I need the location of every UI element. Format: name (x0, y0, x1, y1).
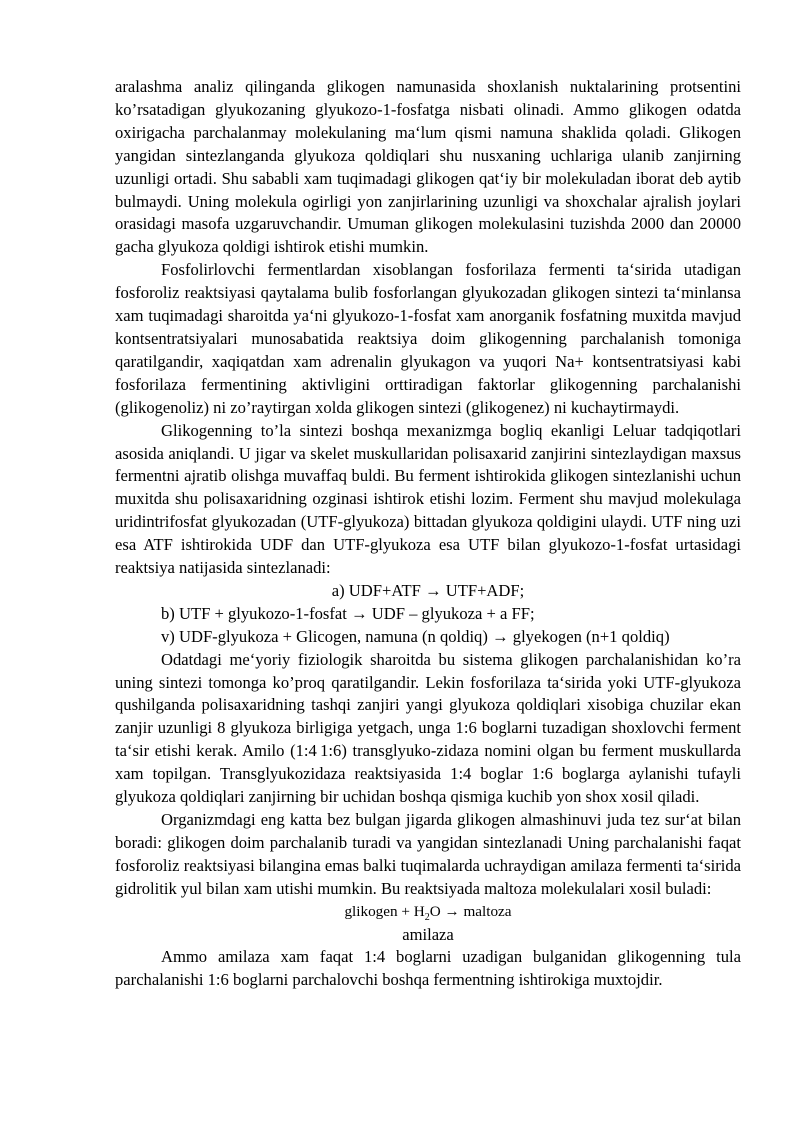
paragraph-liver-glycogen: Organizmdagi eng katta bez bulgan jigarda glikogen almashinuvi juda tez sur‘at bilan boradi: glikogen doim parchalanib turadi va yangidan sintezlanadi Uning parchalanishi faqat fosforoliz reaktsiyasi bilangina emas balki tuqimalarda uchraydigan amilaza fermenti ta‘sirida gidrolitik yul bilan xam utishi mumkin. Bu reaktsiyada maltoza molekulalari xosil buladi: (115, 810, 741, 898)
paragraph-branching-enzyme: Odatdagi me‘yoriy fiziologik sharoitda bu sistema glikogen parchalanishidan ko’ra uning sintezi tomonga ko’proq qaratilgandir. Lekin fosforilaza ta‘sirida yoki UTF-glyukoza qushilganda polisaxaridning tashqi zanjiri yangi glyukoza qoldiqlari xisobiga chuzilar ekan zanjir uzunligi 8 glyukoza birligiga yetgach, unga 1:6 boglarni tuzadigan shoxlovchi ferment ta‘sir etishi kerak. Amilo (1:4 1:6) transglyuko-zidaza nomini olgan bu ferment muskullarda xam topilgan. Transglyukozidaza reaktsiyasida 1:4 boglar 1:6 boglarga aylanishi tufayli glyukoza qoldiqlari zanjirning bir uchidan boshqa qismiga kuchib yon shox xosil qiladi. (115, 649, 741, 807)
paragraph-glycogen-structure: aralashma analiz qilinganda glikogen namunasida shoxlanish nuktalarining protsentini ko’rsatadigan glyukozaning glyukozo-1-fosfatga nisbati olinadi. Ammo glikogen odatda oxirigacha parchalanmay molekulaning ma‘lum qismi namuna shaklida qoladi. Glikogen yangidan sintezlanganda glyukoza qoldiqlari shu nusxaning uchlariga ulanib zanjirning uzunligi ortadi. Shu sababli xam tuqimadagi glikogen qat‘iy bir molekuladan iborat deb aytib bulmaydi. Uning molekula ogirligi yon zanjirlarining uzunligi va shoxchalar ajralish joylari orasidagi masofa uzgaruvchandir. Umuman glikogen molekulasini tuzishda 2000 dan 20000 gacha glyukoza qoldigi ishtirok etishi mumkin. (115, 77, 741, 257)
paragraph-phosphorolysis: Fosfolirlovchi fermentlardan xisoblangan fosforilaza fermenti ta‘sirida utadigan fosforoliz reaktsiyasi qaytalama bulib fosforlangan glyukozadan glikogen sintezi ta‘minlansa xam tuqimadagi sharoitda ya‘ni glyukozo-1-fosfat xam anorganik fosfatning muxitda mavjud kontsentratsiyalari munosabatida reaktsiya doim glikogenning parchalanish tomoniga qaratilgandir, xaqiqatdan xam adrenalin glyukagon va yuqori Na+ kontsentratsiyasi kabi fosforilaza fermentining aktivligini orttiradigan faktorlar glikogenning parchalanishi (glikogenoliz) ni zo’raytirgan xolda glikogen sintezi (glikogenez) ni kuchaytirmaydi. (115, 260, 741, 417)
equation-b: b) UTF + glyukozo-1-fosfat → UDF – glyukoza + a FF; (161, 603, 535, 623)
paragraph-leloir-synthesis: Glikogenning to’la sintezi boshqa mexanizmga bogliq ekanligi Leluar tadqiqotlari asosida aniqlandi. U jigar va skelet muskullaridan polisaxarid zanjirini sintezlaydigan maxsus fermentni ajratib olishga muvaffaq buldi. Bu ferment ishtirokida glikogen sintezlanishi uchun muxitda shu polisaxaridning ozginasi ishtirok etishi lozim. Ferment shu mavjud molekulaga uridintrifosfat glyukozadan (UTF-glyukoza) bittadan glyukoza qoldigini ulaydi. UTF ning uzi esa ATF ishtirokida UDF dan UTF-glyukoza esa UTF bilan glyukozo-1-fosfat urtasidagi reaktsiya natijasida sintezlanadi: (115, 420, 741, 578)
document-page (115, 76, 741, 992)
equation-maltose-right: O → maltoza (429, 902, 512, 920)
equation-v: v) UDF-glyukoza + Glicogen, namuna (n qoldiq) → glyekogen (n+1 qoldiq) (161, 626, 670, 646)
equation-maltose-left: glikogen + H (344, 902, 425, 920)
equation-maltose-subscript: 2 (424, 911, 430, 923)
equation-maltose (115, 901, 741, 924)
equation-enzyme-label: amilaza (402, 924, 454, 944)
equation-a: a) UDF+ATF → UTF+ADF; (331, 580, 525, 600)
paragraph-amylase: Ammo amilaza xam faqat 1:4 boglarni uzadigan bulganidan glikogenning tula parchalanishi 1:6 boglarni parchalovchi boshqa fermentning ishtirokiga muxtojdir. (115, 947, 741, 990)
